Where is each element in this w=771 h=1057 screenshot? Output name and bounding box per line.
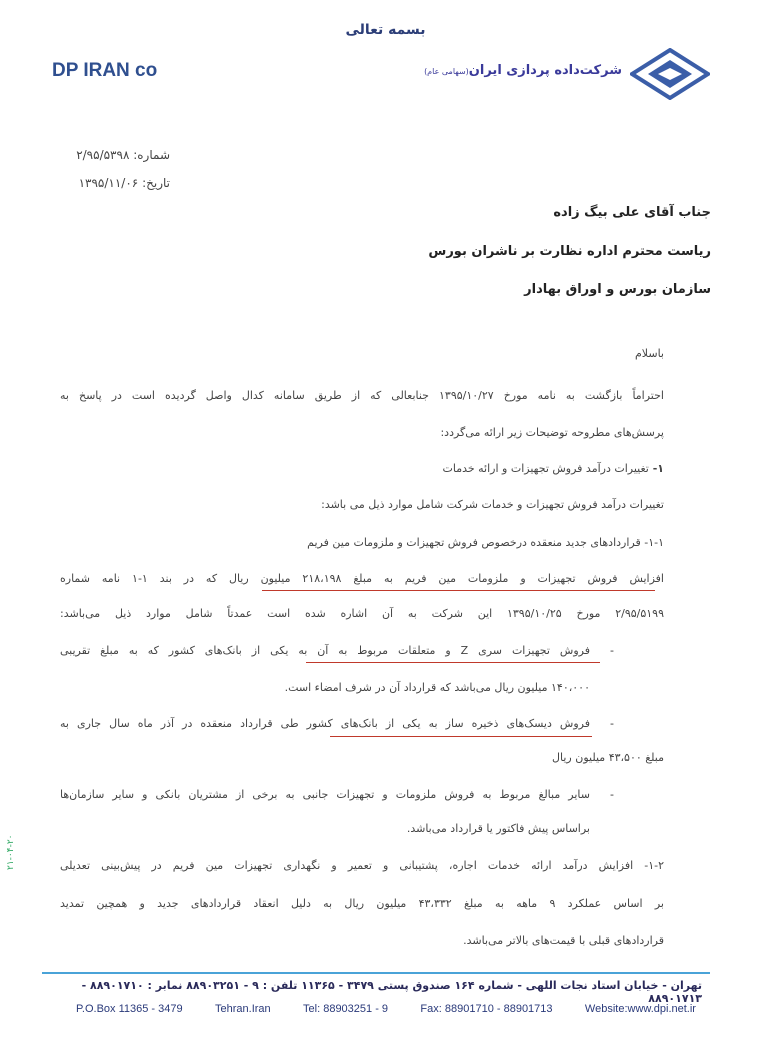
intro-paragraph-line-2: پرسش‌های مطروحه توضیحات زیر ارائه می‌گردد: <box>440 426 664 439</box>
company-name-fa <box>412 63 622 78</box>
letter-date <box>60 176 170 190</box>
bullet-1-marker: - <box>610 644 614 657</box>
highlight-underline-1 <box>262 590 655 591</box>
footer-divider <box>42 972 710 974</box>
bullet-3-marker: - <box>610 788 614 801</box>
dp-iran-logo-icon <box>630 48 710 100</box>
company-name-fa-text: شرکت‌داده پردازی ایران <box>468 63 622 78</box>
addressee-name: جناب آقای علی بیگ زاده <box>553 205 711 220</box>
bullet-3-line-1: سایر مبالغ مربوط به فروش ملزومات و تجهیزات جانبی به برخی از مشتریان بانکی و سایر سازمان‌ها <box>60 788 590 801</box>
letter-date-label: تاریخ: <box>142 176 170 190</box>
letter-number <box>60 148 170 162</box>
item-1-2-line-1: ۱-۲- افزایش درآمد ارائه خدمات اجاره، پشتیبانی و تعمیر و نگهداری تجهیزات مین فریم در پیش‌بینی تعدیلی <box>60 859 664 872</box>
letter-date-value: ۱۳۹۵/۱۱/۰۶ <box>78 176 139 190</box>
paragraph-1-line-1: افزایش فروش تجهیزات و ملزومات مین فریم به مبلغ ۲۱۸،۱۹۸ میلیون ریال که در بند ۱-۱ نامه شماره <box>60 572 664 585</box>
footer-address-fa: تهران - خیابان استاد نجات اللهی - شماره ۱۶۴ صندوق پستی ۳۴۷۹ - ۱۱۳۶۵ تلفن : ۹ - ۸۸۹۰۳۲۵۱ نمابر : ۸۸۹۰۱۷۱۰ - ۸۸۹۰۱۷۱۳ <box>81 979 702 1005</box>
company-type-text: (سهامی عام) <box>424 67 469 76</box>
bullet-2-marker: - <box>610 717 614 730</box>
bullet-1-line-1: فروش تجهیزات سری Z و متعلقات مربوط به آن به یکی از بانک‌های کشور که به مبلغ تقریبی <box>60 644 590 657</box>
letter-number-label: شماره: <box>133 148 170 162</box>
footer-contact-en <box>76 1003 696 1015</box>
addressee-organization: سازمان بورس و اوراق بهادار <box>524 282 711 297</box>
item-1-2-line-3: قراردادهای قبلی با قیمت‌های بالاتر می‌باشد. <box>463 934 664 947</box>
company-name-en: DP IRAN co <box>52 60 158 81</box>
footer-city: Tehran.Iran <box>215 1003 271 1015</box>
section-1-title: تغییرات درآمد فروش تجهیزات و ارائه خدمات <box>442 462 649 475</box>
bullet-2-line-2: مبلغ ۴۳،۵۰۰ میلیون ریال <box>552 751 664 764</box>
salutation: باسلام <box>634 347 664 360</box>
bullet-2-line-1: فروش دیسک‌های ذخیره ساز به یکی از بانک‌های کشور طی قرارداد منعقده در آذر ماه سال جاری به <box>60 717 590 730</box>
intro-paragraph-line-1: احتراماً بازگشت به نامه مورخ ۱۳۹۵/۱۰/۲۷ جنابعالی که از طریق سامانه کدال واصل گردیده است در پاسخ به <box>60 389 664 402</box>
item-1-2-line-2: بر اساس عملکرد ۹ ماهه به مبلغ ۴۳،۳۳۲ میلیون ریال به دلیل انعقاد قراردادهای جدید و همچین تمدید <box>60 897 664 910</box>
section-1-heading <box>60 462 664 475</box>
paragraph-1-line-2: ۲/۹۵/۵۱۹۹ مورخ ۱۳۹۵/۱۰/۲۵ این شرکت به آن اشاره شده است عمدتاً شامل موارد ذیل می‌باشد: <box>60 607 664 620</box>
footer-website-link[interactable]: Website:www.dpi.net.ir <box>584 1003 696 1015</box>
side-stamp: ۲۱-۰۴-۲۰ <box>6 834 16 870</box>
section-1-number: ۱- <box>652 462 664 475</box>
bismillah-heading: بسمه تعالی <box>345 22 426 38</box>
highlight-underline-3 <box>330 736 592 737</box>
footer-fax: Fax: 88901710 - 88901713 <box>420 1003 553 1015</box>
item-1-1-heading: ۱-۱- قراردادهای جدید منعقده درخصوص فروش تجهیزات و ملزومات مین فریم <box>307 536 664 549</box>
footer-tel: Tel: 88903251 - 9 <box>303 1003 389 1015</box>
addressee-title: ریاست محترم اداره نظارت بر ناشران بورس <box>428 244 711 259</box>
letter-number-value: ۲/۹۵/۵۳۹۸ <box>76 148 130 162</box>
section-1-text: تغییرات درآمد فروش تجهیزات و خدمات شرکت شامل موارد ذیل می باشد: <box>321 498 664 511</box>
bullet-1-line-2: ۱۴۰،۰۰۰ میلیون ریال می‌باشد که قرارداد آن در شرف امضاء است. <box>284 681 590 694</box>
bullet-3-line-2: براساس پیش فاکتور یا قرارداد می‌باشد. <box>406 822 590 835</box>
highlight-underline-2 <box>306 662 600 663</box>
footer-pobox: P.O.Box 11365 - 3479 <box>76 1003 183 1015</box>
